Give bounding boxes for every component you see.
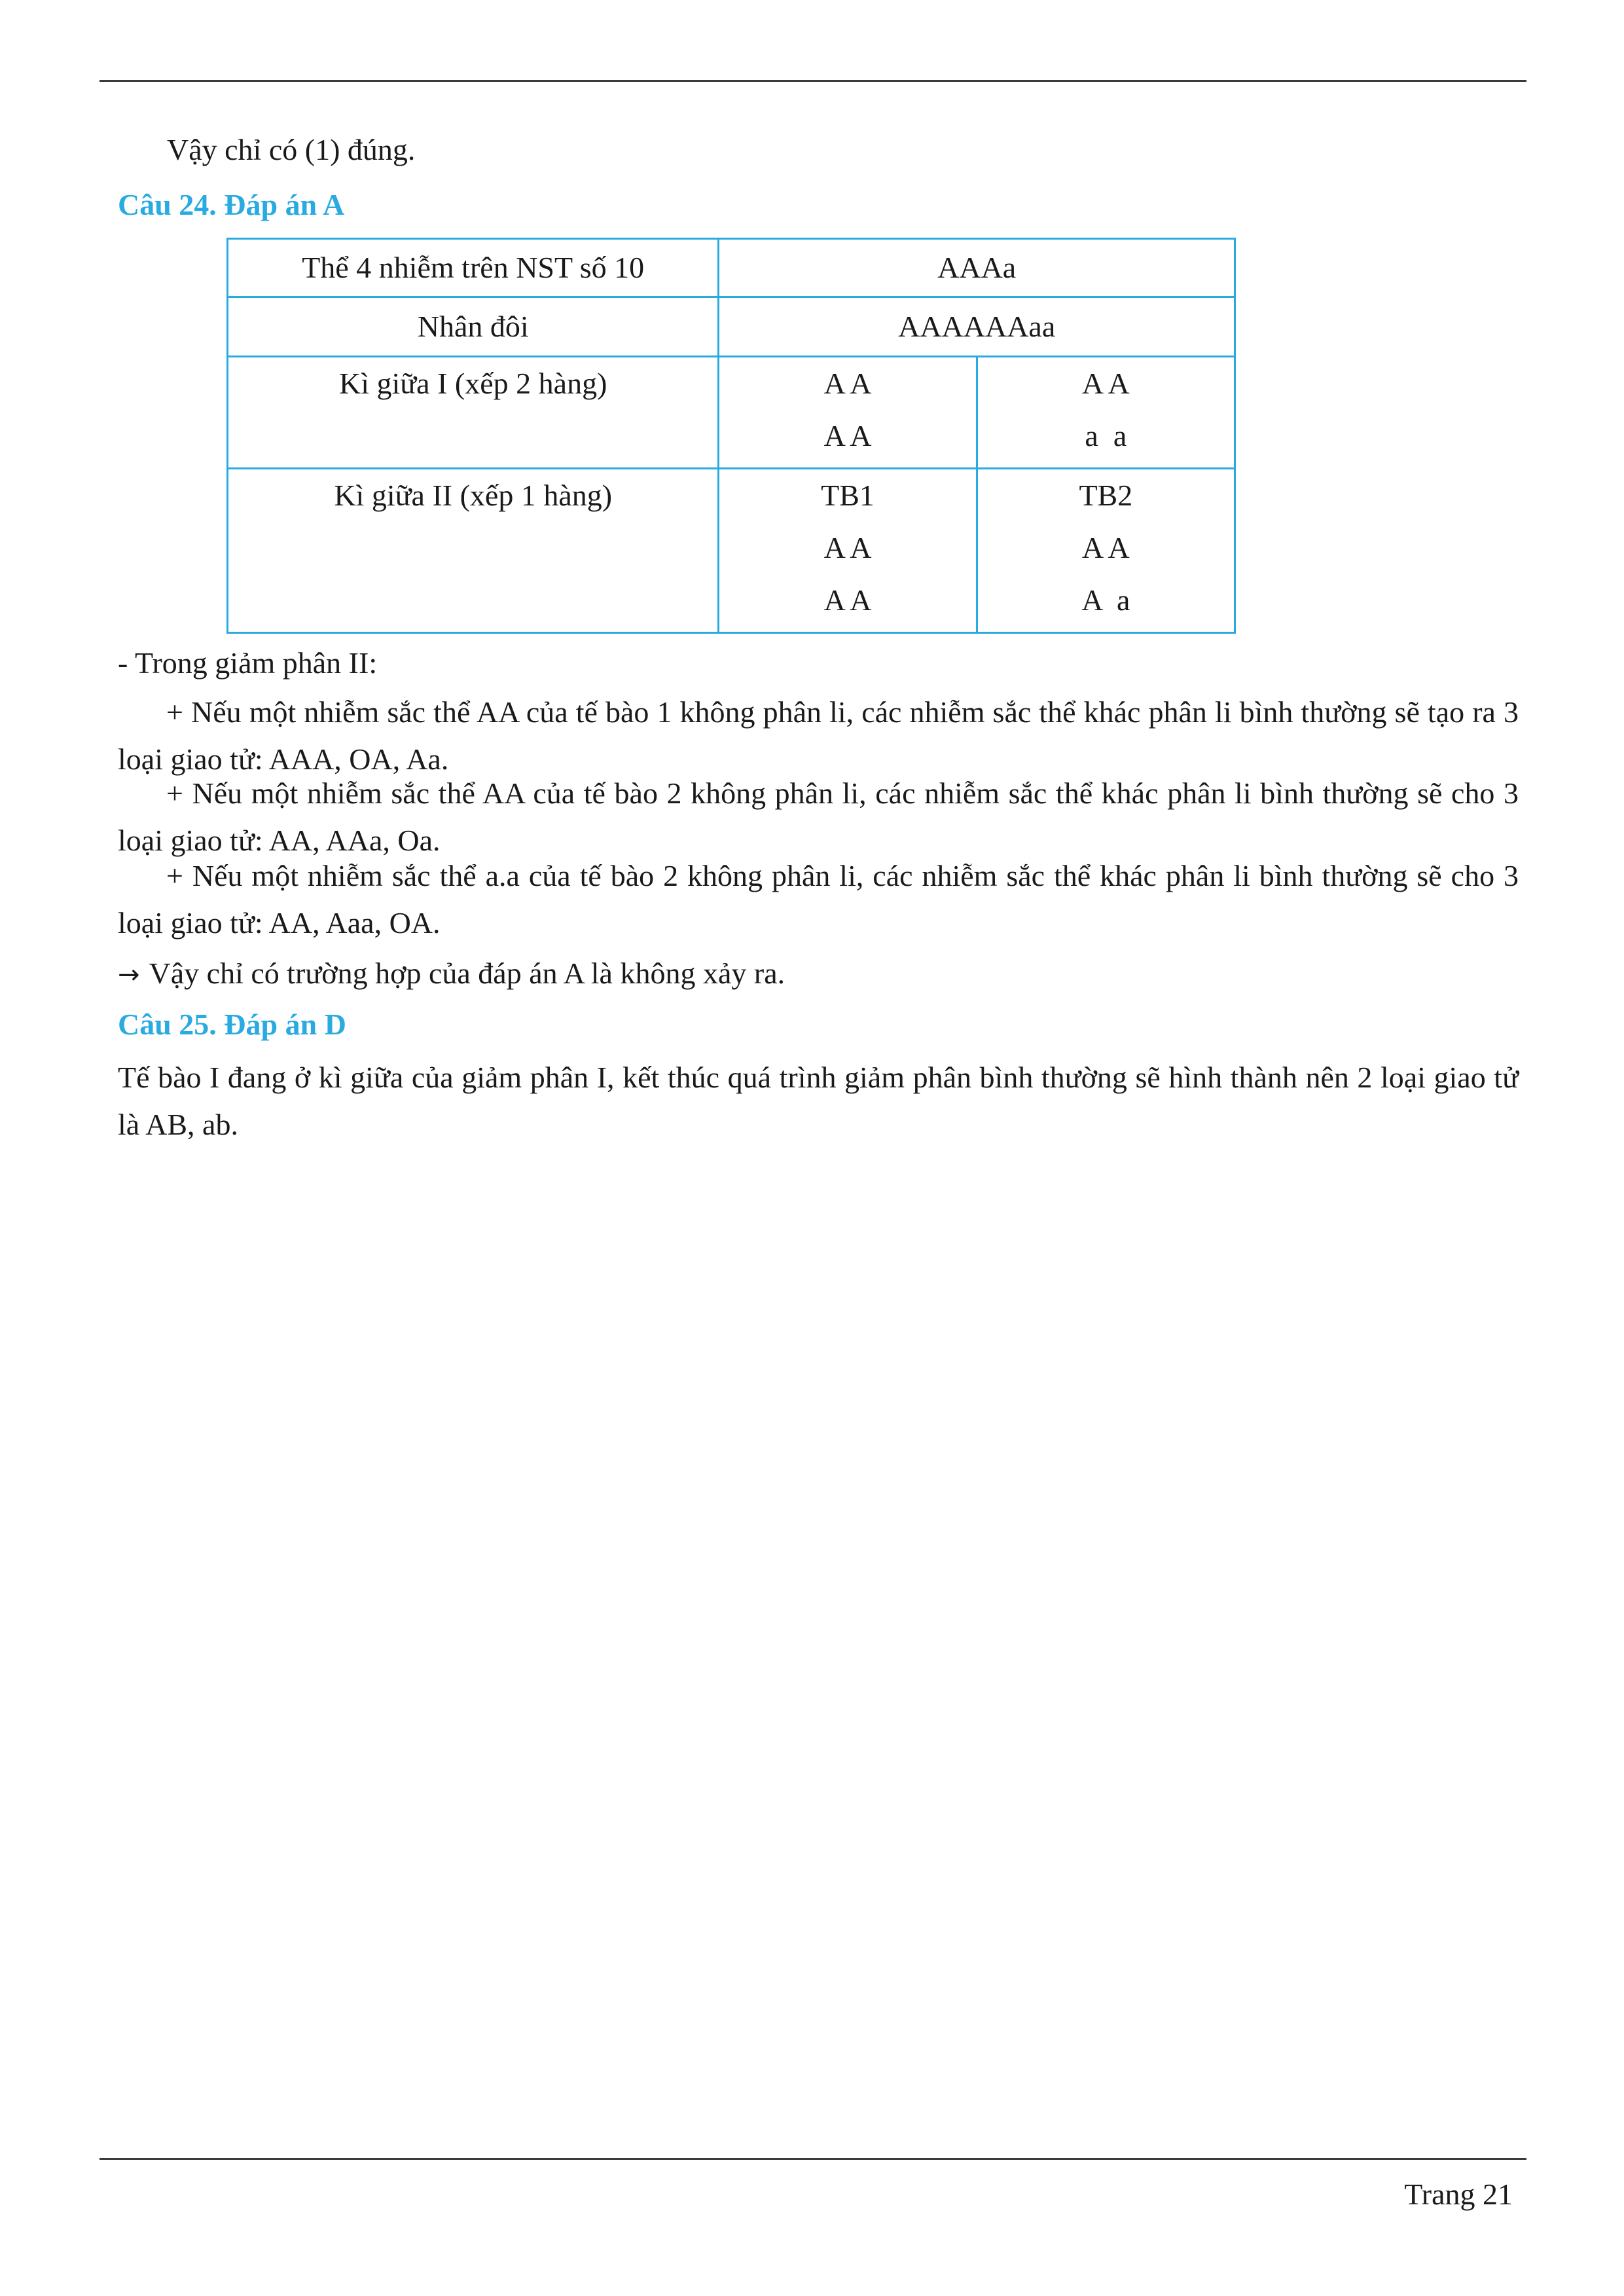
table-cell-value: AAAa	[719, 239, 1235, 297]
meiosis-table	[226, 238, 1236, 634]
bullet-paragraph: + Nếu một nhiễm sắc thể a.a của tế bào 2 không phân li, các nhiễm sắc thể khác phân li bình thường sẽ cho 3 loại giao tử: AA, Aaa, OA.	[118, 859, 1519, 939]
table-row	[228, 239, 1235, 297]
table-row	[228, 297, 1235, 357]
page-number: Trang 21	[1404, 2178, 1513, 2211]
table-cell-label: Kì giữa I (xếp 2 hàng)	[228, 357, 719, 469]
intro-line: Vậy chỉ có (1) đúng.	[167, 133, 416, 166]
table-row	[228, 469, 1235, 633]
bullet-paragraph: + Nếu một nhiễm sắc thể AA của tế bào 1 không phân li, các nhiễm sắc thể khác phân li bình thường sẽ tạo ra 3 loại giao tử: AAA, OA, Aa.	[118, 695, 1519, 776]
table-cell: A A a a	[977, 357, 1235, 469]
table-cell-label: Kì giữa II (xếp 1 hàng)	[228, 469, 719, 633]
table-cell: TB1 A A A A	[719, 469, 977, 633]
question-25-heading: Câu 25. Đáp án D	[118, 1008, 346, 1041]
question-25-body: Tế bào I đang ở kì giữa của giảm phân I, kết thúc quá trình giảm phân bình thường sẽ hình thành nên 2 loại giao tử là AB, ab.	[118, 1061, 1519, 1141]
bullet-paragraph: + Nếu một nhiễm sắc thể AA của tế bào 2 không phân li, các nhiễm sắc thể khác phân li bình thường sẽ cho 3 loại giao tử: AA, AAa, Oa.	[118, 776, 1519, 857]
table-row	[228, 357, 1235, 469]
header-rule	[99, 80, 1526, 82]
table-cell: TB2 A A A a	[977, 469, 1235, 633]
table-cell-label: Thể 4 nhiễm trên NST số 10	[228, 239, 719, 297]
table-cell-label: Nhân đôi	[228, 297, 719, 357]
right-arrow-icon: →	[118, 960, 140, 990]
table-cell-value: AAAAAAaa	[719, 297, 1235, 357]
question-24-heading: Câu 24. Đáp án A	[118, 188, 345, 221]
table-cell: A A A A	[719, 357, 977, 469]
meiosis-ii-subheading: - Trong giảm phân II:	[118, 646, 378, 680]
footer-rule	[99, 2158, 1526, 2160]
conclusion-line: → Vậy chỉ có trường hợp của đáp án A là không xảy ra.	[118, 957, 785, 990]
